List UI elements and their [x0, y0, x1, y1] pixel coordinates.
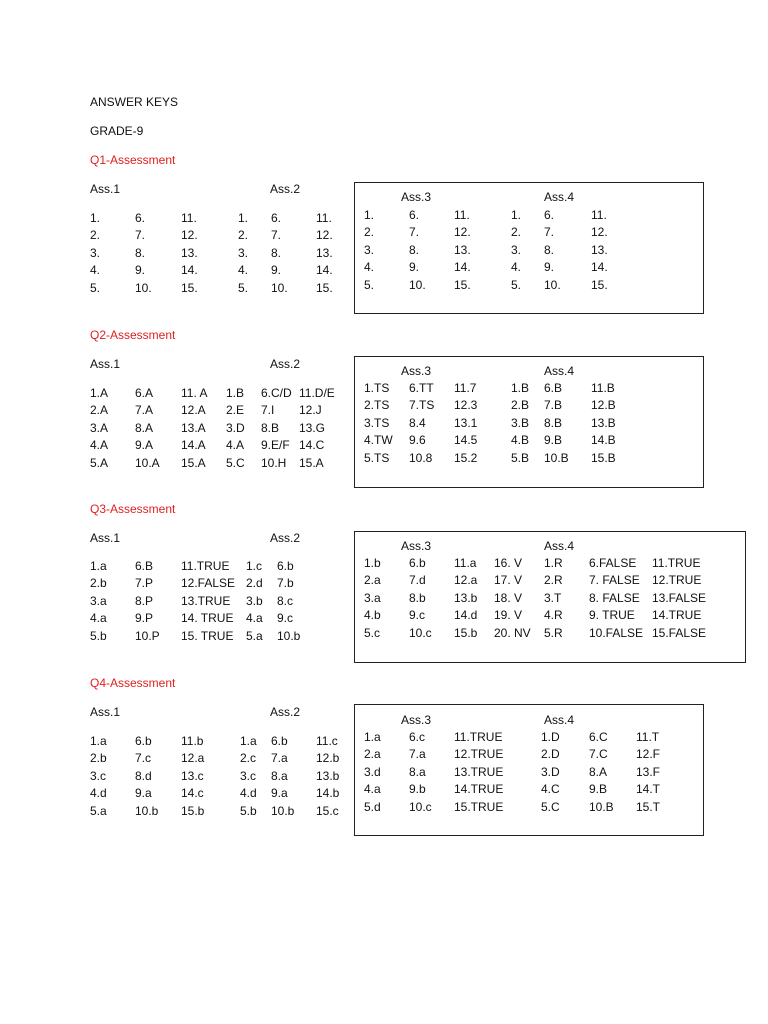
answer-box	[354, 704, 704, 836]
answer-cell: 6.b	[135, 734, 152, 748]
answer-cell: 3.	[364, 242, 375, 257]
answer-cell: 4.b	[364, 608, 381, 623]
answer-cell: 6.b	[409, 556, 426, 570]
answer-cell: 9.	[409, 260, 420, 275]
answer-cell: 11.TRUE	[181, 559, 230, 573]
answer-cell: 18. V	[494, 590, 523, 605]
answer-cell: 7.	[135, 228, 146, 243]
assessment-label: Ass.1	[90, 531, 121, 545]
answer-cell: 1.R	[544, 556, 563, 570]
answer-cell: 3.	[511, 242, 522, 257]
answer-cell: 4.a	[364, 782, 381, 797]
answer-cell: 4.	[90, 263, 101, 278]
answer-cell: 10.b	[135, 803, 159, 818]
answer-cell: 8.a	[271, 768, 288, 783]
answer-cell: 4.	[364, 260, 375, 275]
section-heading: Q3-Assessment	[90, 502, 176, 516]
answer-cell: 4.d	[240, 786, 257, 801]
assessment-label: Ass.1	[90, 182, 121, 196]
answer-cell: 14.d	[454, 608, 478, 623]
answer-cell: 8.B	[261, 420, 280, 435]
answer-cell: 7.C	[589, 747, 608, 762]
answer-cell: 2.	[238, 228, 249, 243]
answer-cell: 7.	[409, 225, 420, 240]
answer-cell: 15.FALSE	[652, 625, 707, 640]
answer-cell: 5.TS	[364, 450, 390, 465]
answer-cell: 14.TRUE	[454, 782, 504, 797]
answer-cell: 15.c	[316, 803, 339, 818]
answer-cell: 6.b	[271, 734, 288, 748]
answer-cell: 12.	[591, 225, 608, 240]
answer-cell: 16. V	[494, 556, 523, 570]
answer-cell: 15.2	[454, 450, 478, 465]
answer-cell: 12.TRUE	[454, 747, 504, 762]
answer-cell: 3.b	[246, 593, 263, 608]
answer-cell: 19. V	[494, 608, 523, 623]
answer-box	[354, 356, 704, 488]
answer-cell: 15.A	[181, 455, 206, 470]
answer-cell: 3.	[90, 245, 101, 260]
answer-cell: 10.b	[271, 803, 295, 818]
answer-cell: 1.a	[364, 730, 381, 744]
answer-cell: 9.B	[544, 433, 563, 448]
answer-cell: 7.	[544, 225, 555, 240]
answer-cell: 6.B	[135, 559, 154, 573]
answer-cell: 6.C/D	[261, 386, 292, 400]
answer-cell: 8.c	[277, 593, 294, 608]
section-heading: Q4-Assessment	[90, 676, 176, 690]
answer-cell: 1.TS	[364, 381, 390, 395]
answer-cell: 11.B	[591, 381, 615, 395]
answer-cell: 9.a	[135, 786, 152, 801]
answer-cell: 9.E/F	[261, 438, 290, 453]
answer-cell: 8.	[135, 245, 146, 260]
assessment-label: Ass.3	[401, 364, 432, 378]
answer-cell: 4.	[511, 260, 522, 275]
answer-cell: 2.R	[544, 573, 563, 588]
answer-cell: 7.P	[135, 576, 154, 591]
answer-cell: 9.A	[135, 438, 154, 453]
assessment-label: Ass.2	[270, 182, 301, 196]
answer-cell: 8. FALSE	[589, 590, 640, 605]
answer-cell: 15. TRUE	[181, 628, 234, 643]
answer-cell: 9.	[135, 263, 146, 278]
answer-cell: 10.	[544, 277, 561, 292]
answer-cell: 12.B	[591, 398, 616, 413]
answer-cell: 12.FALSE	[181, 576, 236, 591]
answer-cell: 14.T	[636, 782, 661, 797]
answer-cell: 7.c	[135, 751, 152, 766]
answer-cell: 1.a	[90, 734, 107, 748]
answer-cell: 8.d	[135, 768, 152, 783]
answer-cell: 10.FALSE	[589, 625, 644, 640]
answer-cell: 1.a	[240, 734, 257, 748]
answer-cell: 10.	[409, 277, 426, 292]
answer-cell: 6.FALSE	[589, 556, 637, 570]
answer-cell: 11. A	[181, 386, 208, 400]
answer-cell: 1.	[238, 211, 249, 225]
answer-cell: 5.a	[246, 628, 263, 643]
answer-cell: 2.A	[90, 403, 109, 418]
answer-cell: 5.a	[90, 803, 107, 818]
answer-cell: 12.a	[181, 751, 205, 766]
answer-cell: 10.c	[409, 799, 432, 814]
section-heading: Q1-Assessment	[90, 153, 176, 167]
answer-cell: 14.5	[454, 433, 478, 448]
answer-cell: 3.D	[541, 764, 560, 779]
answer-cell: 12.	[316, 228, 333, 243]
answer-cell: 1.D	[541, 730, 560, 744]
section-heading: Q2-Assessment	[90, 328, 176, 342]
answer-cell: 5.b	[240, 803, 257, 818]
answer-cell: 17. V	[494, 573, 523, 588]
answer-cell: 4.C	[541, 782, 560, 797]
answer-cell: 12.J	[299, 403, 322, 418]
answer-cell: 8.A	[589, 764, 608, 779]
answer-cell: 6.B	[544, 381, 563, 395]
answer-cell: 13.1	[454, 415, 478, 430]
answer-cell: 4.A	[226, 438, 245, 453]
answer-cell: 2.b	[90, 751, 107, 766]
assessment-label: Ass.2	[270, 357, 301, 371]
answer-cell: 3.a	[90, 593, 107, 608]
answer-cell: 3.T	[544, 590, 562, 605]
assessment-label: Ass.4	[544, 713, 575, 727]
answer-cell: 5.	[511, 277, 522, 292]
answer-cell: 20. NV	[494, 625, 531, 640]
answer-cell: 8.4	[409, 415, 426, 430]
answer-cell: 1.A	[90, 386, 109, 400]
answer-cell: 5.C	[226, 455, 245, 470]
answer-cell: 1.	[364, 208, 375, 222]
answer-cell: 7.A	[135, 403, 154, 418]
answer-cell: 6.C	[589, 730, 608, 744]
assessment-label: Ass.3	[401, 190, 432, 204]
answer-cell: 11.b	[181, 734, 204, 748]
answer-cell: 5.R	[544, 625, 563, 640]
answer-box	[354, 182, 704, 314]
answer-cell: 15.b	[181, 803, 205, 818]
answer-cell: 13.	[181, 245, 198, 260]
answer-cell: 15.B	[591, 450, 616, 465]
answer-cell: 2.b	[90, 576, 107, 591]
answer-cell: 10.B	[589, 799, 614, 814]
answer-cell: 7.a	[271, 751, 288, 766]
answer-cell: 5.	[364, 277, 375, 292]
answer-cell: 2.	[364, 225, 375, 240]
answer-cell: 10.H	[261, 455, 287, 470]
answer-cell: 8.B	[544, 415, 563, 430]
answer-cell: 13.c	[181, 768, 204, 783]
answer-cell: 5.	[90, 280, 101, 295]
answer-cell: 9.B	[589, 782, 608, 797]
answer-cell: 1.c	[246, 559, 263, 573]
answer-cell: 6.TT	[409, 381, 434, 395]
answer-cell: 3.D	[226, 420, 245, 435]
answer-cell: 14. TRUE	[181, 611, 234, 626]
answer-cell: 4.B	[511, 433, 530, 448]
answer-cell: 15.	[316, 280, 333, 295]
answer-cell: 14.c	[181, 786, 204, 801]
answer-cell: 10.P	[135, 628, 160, 643]
assessment-label: Ass.1	[90, 705, 121, 719]
answer-cell: 13.b	[454, 590, 478, 605]
answer-cell: 10.	[271, 280, 288, 295]
answer-cell: 13.A	[181, 420, 206, 435]
answer-cell: 2.B	[511, 398, 530, 413]
answer-cell: 8.b	[409, 590, 426, 605]
answer-cell: 11.a	[454, 556, 477, 570]
answer-cell: 4.R	[544, 608, 563, 623]
answer-cell: 4.a	[246, 611, 263, 626]
answer-cell: 9.	[544, 260, 555, 275]
answer-cell: 1.B	[511, 381, 530, 395]
answer-cell: 7.	[271, 228, 282, 243]
answer-cell: 12.A	[181, 403, 206, 418]
answer-cell: 14.C	[299, 438, 325, 453]
answer-cell: 3.c	[240, 768, 257, 783]
answer-cell: 7.b	[277, 576, 294, 591]
answer-cell: 7.B	[544, 398, 563, 413]
answer-box	[354, 531, 746, 663]
answer-cell: 4.TW	[364, 433, 393, 448]
answer-cell: 5.c	[364, 625, 381, 640]
answer-cell: 14.A	[181, 438, 206, 453]
answer-cell: 8.A	[135, 420, 154, 435]
answer-cell: 15.	[181, 280, 198, 295]
answer-cell: 2.	[90, 228, 101, 243]
answer-cell: 3.TS	[364, 415, 390, 430]
answer-cell: 7.d	[409, 573, 426, 588]
answer-cell: 2.a	[364, 747, 381, 762]
answer-cell: 9.c	[277, 611, 294, 626]
answer-cell: 10.B	[544, 450, 569, 465]
answer-cell: 13.TRUE	[181, 593, 231, 608]
answer-cell: 4.a	[90, 611, 107, 626]
answer-cell: 5.b	[90, 628, 107, 643]
answer-cell: 5.A	[90, 455, 109, 470]
answer-cell: 2.E	[226, 403, 245, 418]
answer-cell: 13.FALSE	[652, 590, 707, 605]
answer-cell: 9.P	[135, 611, 154, 626]
answer-cell: 15.A	[299, 455, 324, 470]
answer-cell: 10.c	[409, 625, 432, 640]
answer-cell: 1.b	[364, 556, 381, 570]
answer-cell: 13.F	[636, 764, 661, 779]
answer-cell: 14.	[591, 260, 608, 275]
answer-cell: 9. TRUE	[589, 608, 635, 623]
answer-cell: 5.d	[364, 799, 381, 814]
answer-cell: 11.D/E	[299, 386, 335, 400]
answer-cell: 3.A	[90, 420, 109, 435]
answer-cell: 9.c	[409, 608, 426, 623]
answer-cell: 12.a	[454, 573, 478, 588]
answer-cell: 15.	[591, 277, 608, 292]
answer-cell: 3.c	[90, 768, 107, 783]
answer-cell: 15.b	[454, 625, 478, 640]
answer-cell: 3.B	[511, 415, 530, 430]
answer-cell: 9.	[271, 263, 282, 278]
answer-cell: 11.TRUE	[454, 730, 503, 744]
answer-cell: 12.TRUE	[652, 573, 702, 588]
answer-cell: 11.	[454, 208, 470, 222]
assessment-label: Ass.4	[544, 364, 575, 378]
answer-cell: 4.A	[90, 438, 109, 453]
answer-cell: 10.b	[277, 628, 301, 643]
answer-cell: 11.	[316, 211, 332, 225]
answer-cell: 13.	[316, 245, 333, 260]
answer-cell: 8.	[409, 242, 420, 257]
answer-cell: 1.	[90, 211, 101, 225]
answer-cell: 2.a	[364, 573, 381, 588]
answer-cell: 10.A	[135, 455, 160, 470]
answer-cell: 2.TS	[364, 398, 390, 413]
answer-cell: 4.d	[90, 786, 107, 801]
answer-cell: 12.b	[316, 751, 340, 766]
answer-cell: 7.TS	[409, 398, 435, 413]
answer-cell: 9.b	[409, 782, 426, 797]
assessment-label: Ass.4	[544, 539, 575, 553]
answer-cell: 11.7	[454, 381, 477, 395]
answer-cell: 11.	[181, 211, 197, 225]
answer-cell: 12.F	[636, 747, 661, 762]
answer-cell: 3.	[238, 245, 249, 260]
answer-cell: 6.	[544, 208, 555, 222]
document-title: ANSWER KEYS	[90, 95, 179, 109]
answer-cell: 8.a	[409, 764, 426, 779]
answer-cell: 15.	[454, 277, 471, 292]
answer-cell: 6.	[135, 211, 146, 225]
answer-cell: 1.a	[90, 559, 107, 573]
answer-cell: 11.TRUE	[652, 556, 701, 570]
assessment-label: Ass.3	[401, 713, 432, 727]
answer-cell: 5.	[238, 280, 249, 295]
answer-cell: 13.	[591, 242, 608, 257]
assessment-label: Ass.4	[544, 190, 575, 204]
answer-cell: 13.B	[591, 415, 616, 430]
answer-cell: 15.T	[636, 799, 661, 814]
answer-cell: 10.8	[409, 450, 433, 465]
answer-cell: 6.c	[409, 730, 426, 744]
answer-cell: 9.6	[409, 433, 426, 448]
assessment-label: Ass.2	[270, 531, 301, 545]
answer-cell: 5.C	[541, 799, 560, 814]
answer-cell: 4.	[238, 263, 249, 278]
answer-cell: 13.b	[316, 768, 340, 783]
answer-cell: 2.c	[240, 751, 257, 766]
answer-cell: 7. FALSE	[589, 573, 640, 588]
assessment-label: Ass.3	[401, 539, 432, 553]
answer-cell: 10.	[135, 280, 152, 295]
answer-cell: 3.a	[364, 590, 381, 605]
answer-cell: 14.	[454, 260, 471, 275]
answer-cell: 12.	[454, 225, 471, 240]
answer-cell: 5.B	[511, 450, 530, 465]
answer-cell: 1.	[511, 208, 522, 222]
answer-cell: 12.3	[454, 398, 478, 413]
answer-cell: 14.B	[591, 433, 616, 448]
answer-cell: 7.a	[409, 747, 426, 762]
answer-cell: 14.b	[316, 786, 340, 801]
answer-cell: 1.B	[226, 386, 245, 400]
answer-cell: 6.A	[135, 386, 154, 400]
answer-cell: 6.	[271, 211, 282, 225]
answer-cell: 8.	[544, 242, 555, 257]
answer-cell: 11.T	[636, 730, 660, 744]
assessment-label: Ass.1	[90, 357, 121, 371]
answer-cell: 11.	[591, 208, 607, 222]
answer-cell: 3.d	[364, 764, 381, 779]
answer-cell: 11.c	[316, 734, 338, 748]
answer-cell: 8.P	[135, 593, 154, 608]
answer-cell: 9.a	[271, 786, 288, 801]
answer-cell: 7.I	[261, 403, 275, 418]
answer-cell: 12.	[181, 228, 198, 243]
grade-label: GRADE-9	[90, 124, 144, 138]
answer-cell: 6.b	[277, 559, 294, 573]
answer-cell: 13.G	[299, 420, 326, 435]
answer-cell: 6.	[409, 208, 420, 222]
answer-cell: 14.	[181, 263, 198, 278]
answer-cell: 15.TRUE	[454, 799, 504, 814]
answer-cell: 2.D	[541, 747, 560, 762]
assessment-label: Ass.2	[270, 705, 301, 719]
answer-cell: 2.d	[246, 576, 263, 591]
answer-cell: 13.	[454, 242, 471, 257]
answer-cell: 14.	[316, 263, 333, 278]
answer-cell: 8.	[271, 245, 282, 260]
answer-cell: 14.TRUE	[652, 608, 702, 623]
answer-cell: 2.	[511, 225, 522, 240]
answer-cell: 13.TRUE	[454, 764, 504, 779]
